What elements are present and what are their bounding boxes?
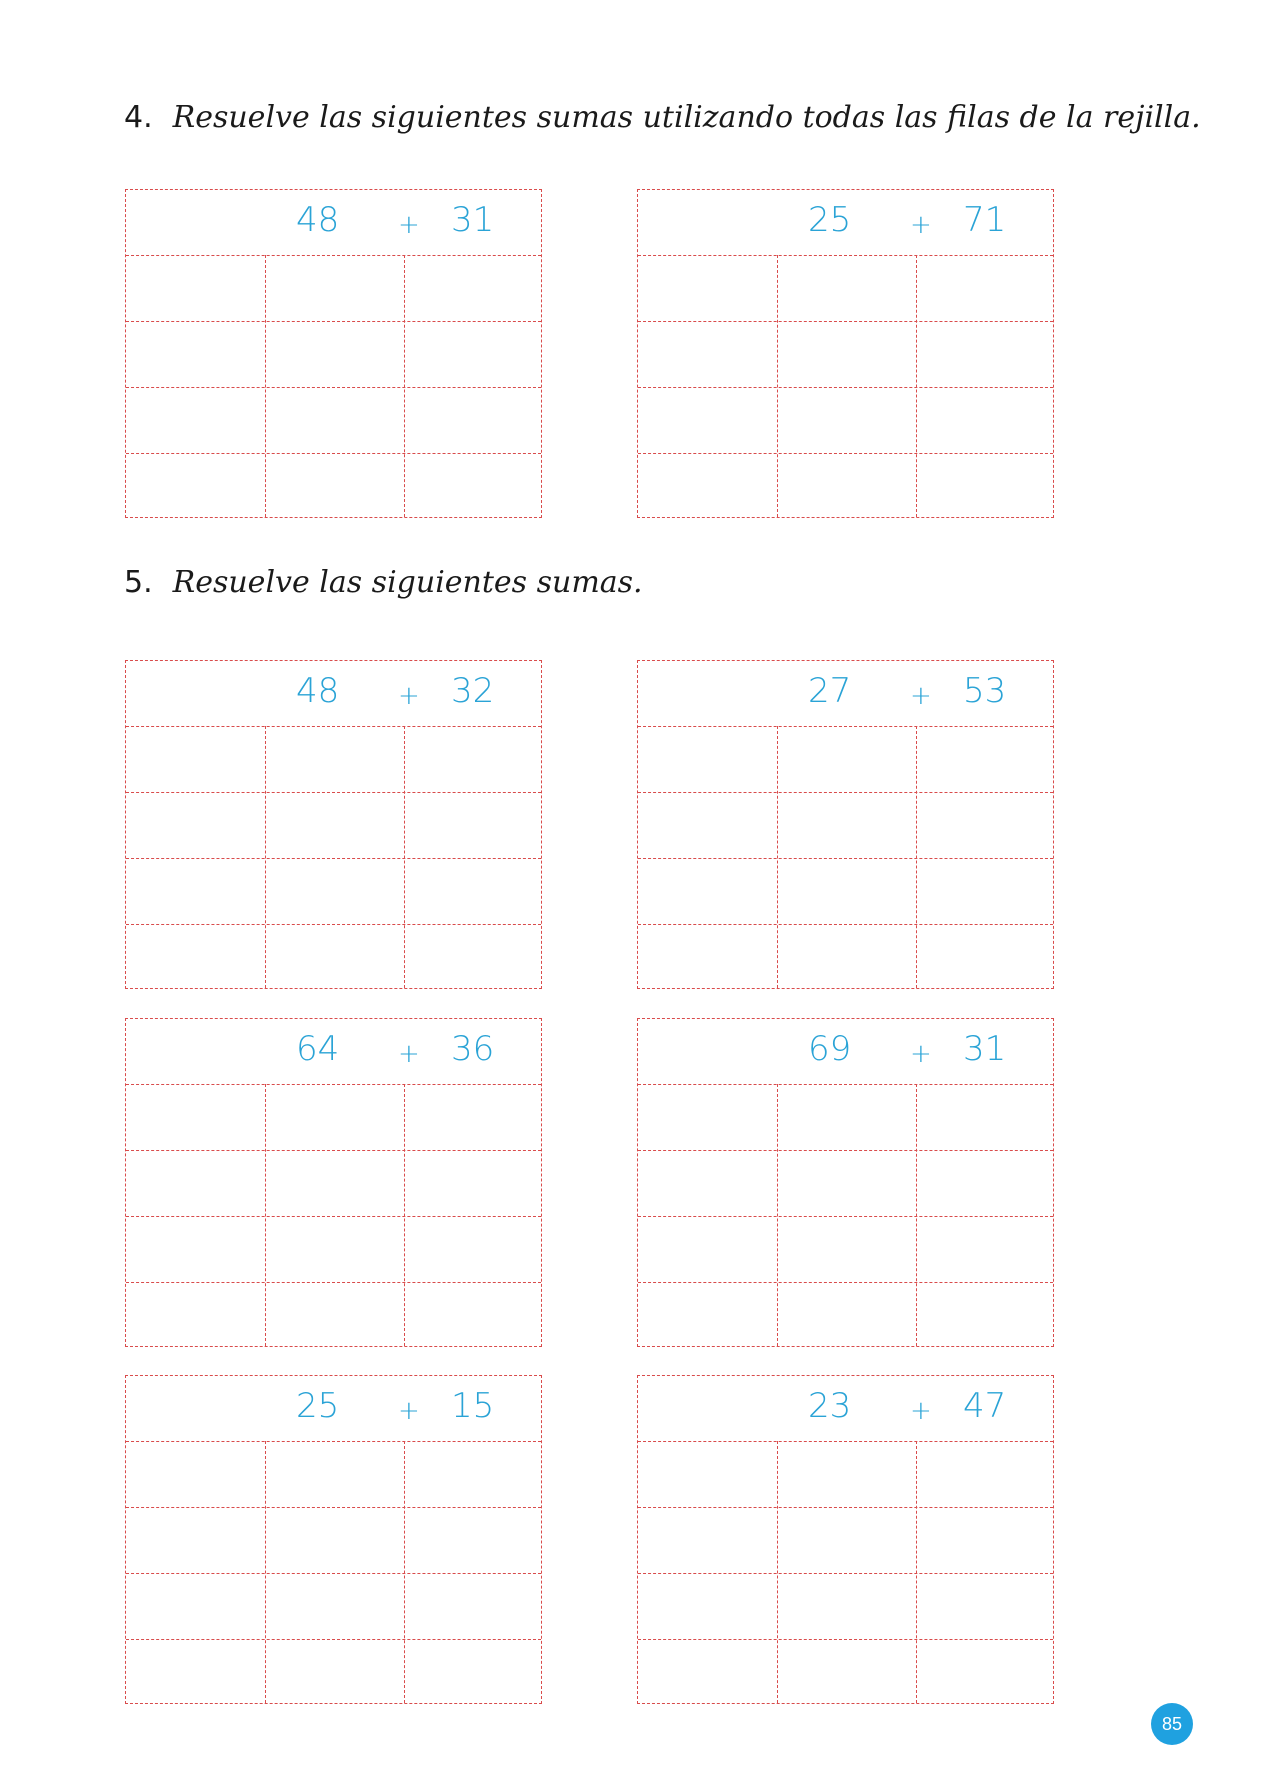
grid-row-line [126, 1573, 541, 1574]
exercise-4-number: 4. [124, 100, 153, 135]
second-addend: 31 [963, 1029, 1007, 1069]
first-addend: 64 [296, 1029, 340, 1069]
grid-row-line [638, 726, 1053, 727]
grid-column-line [916, 726, 917, 988]
grid-row-line [126, 858, 541, 859]
first-addend: 48 [296, 671, 340, 711]
exercise-4-heading [124, 100, 1201, 135]
grid-row-line [126, 1639, 541, 1640]
grid-row-line [638, 1507, 1053, 1508]
grid-row-line [638, 1573, 1053, 1574]
first-addend: 69 [808, 1029, 852, 1069]
second-addend: 53 [963, 671, 1007, 711]
grid-column-line [916, 255, 917, 517]
sum-grid [637, 660, 1054, 989]
sum-header [638, 190, 1053, 255]
first-addend: 23 [808, 1386, 852, 1426]
grid-column-line [777, 1084, 778, 1346]
exercise-5-number: 5. [124, 565, 153, 600]
plus-sign: + [910, 681, 932, 711]
plus-sign: + [398, 1396, 420, 1426]
sum-grid [125, 660, 542, 989]
grid-row-line [126, 321, 541, 322]
plus-sign: + [398, 681, 420, 711]
grid-row-line [126, 1507, 541, 1508]
grid-column-line [916, 1441, 917, 1703]
grid-row-line [126, 1441, 541, 1442]
second-addend: 15 [451, 1386, 495, 1426]
first-addend: 48 [296, 200, 340, 240]
grid-row-line [638, 924, 1053, 925]
grid-row-line [638, 792, 1053, 793]
second-addend: 71 [963, 200, 1007, 240]
second-addend: 36 [451, 1029, 495, 1069]
plus-sign: + [398, 210, 420, 240]
plus-sign: + [910, 1396, 932, 1426]
exercise-5-heading [124, 565, 643, 600]
page-number-badge: 85 [1151, 1703, 1193, 1745]
grid-row-line [126, 924, 541, 925]
exercise-4-instruction: Resuelve las siguientes sumas utilizando todas las filas de la rejilla. [172, 100, 1201, 135]
sum-header [638, 661, 1053, 726]
grid-row-line [638, 321, 1053, 322]
grid-column-line [404, 1084, 405, 1346]
grid-row-line [126, 453, 541, 454]
sum-grid [125, 1018, 542, 1347]
sum-header [638, 1376, 1053, 1441]
grid-row-line [638, 1639, 1053, 1640]
grid-column-line [777, 255, 778, 517]
grid-row-line [638, 453, 1053, 454]
second-addend: 31 [451, 200, 495, 240]
grid-column-line [777, 726, 778, 988]
grid-row-line [638, 255, 1053, 256]
grid-row-line [638, 858, 1053, 859]
grid-row-line [638, 1216, 1053, 1217]
grid-row-line [126, 255, 541, 256]
grid-column-line [265, 726, 266, 988]
sum-header [638, 1019, 1053, 1084]
exercise-5-instruction: Resuelve las siguientes sumas. [172, 565, 643, 600]
grid-row-line [126, 1084, 541, 1085]
grid-row-line [638, 1441, 1053, 1442]
grid-column-line [265, 255, 266, 517]
grid-row-line [126, 792, 541, 793]
sum-header [126, 1376, 541, 1441]
grid-row-line [638, 387, 1053, 388]
grid-row-line [126, 726, 541, 727]
grid-column-line [404, 255, 405, 517]
grid-row-line [126, 1216, 541, 1217]
plus-sign: + [910, 1039, 932, 1069]
grid-row-line [126, 1282, 541, 1283]
sum-grid [125, 189, 542, 518]
grid-row-line [126, 387, 541, 388]
sum-grid [637, 189, 1054, 518]
grid-row-line [638, 1282, 1053, 1283]
second-addend: 32 [451, 671, 495, 711]
grid-row-line [638, 1084, 1053, 1085]
grid-column-line [777, 1441, 778, 1703]
sum-grid [637, 1375, 1054, 1704]
sum-grid [125, 1375, 542, 1704]
sum-header [126, 1019, 541, 1084]
first-addend: 27 [808, 671, 852, 711]
grid-column-line [404, 1441, 405, 1703]
grid-row-line [638, 1150, 1053, 1151]
grid-column-line [404, 726, 405, 988]
plus-sign: + [910, 210, 932, 240]
grid-column-line [265, 1441, 266, 1703]
sum-header [126, 190, 541, 255]
second-addend: 47 [963, 1386, 1007, 1426]
sum-grid [637, 1018, 1054, 1347]
grid-column-line [916, 1084, 917, 1346]
sum-header [126, 661, 541, 726]
grid-column-line [265, 1084, 266, 1346]
plus-sign: + [398, 1039, 420, 1069]
grid-row-line [126, 1150, 541, 1151]
first-addend: 25 [808, 200, 852, 240]
first-addend: 25 [296, 1386, 340, 1426]
